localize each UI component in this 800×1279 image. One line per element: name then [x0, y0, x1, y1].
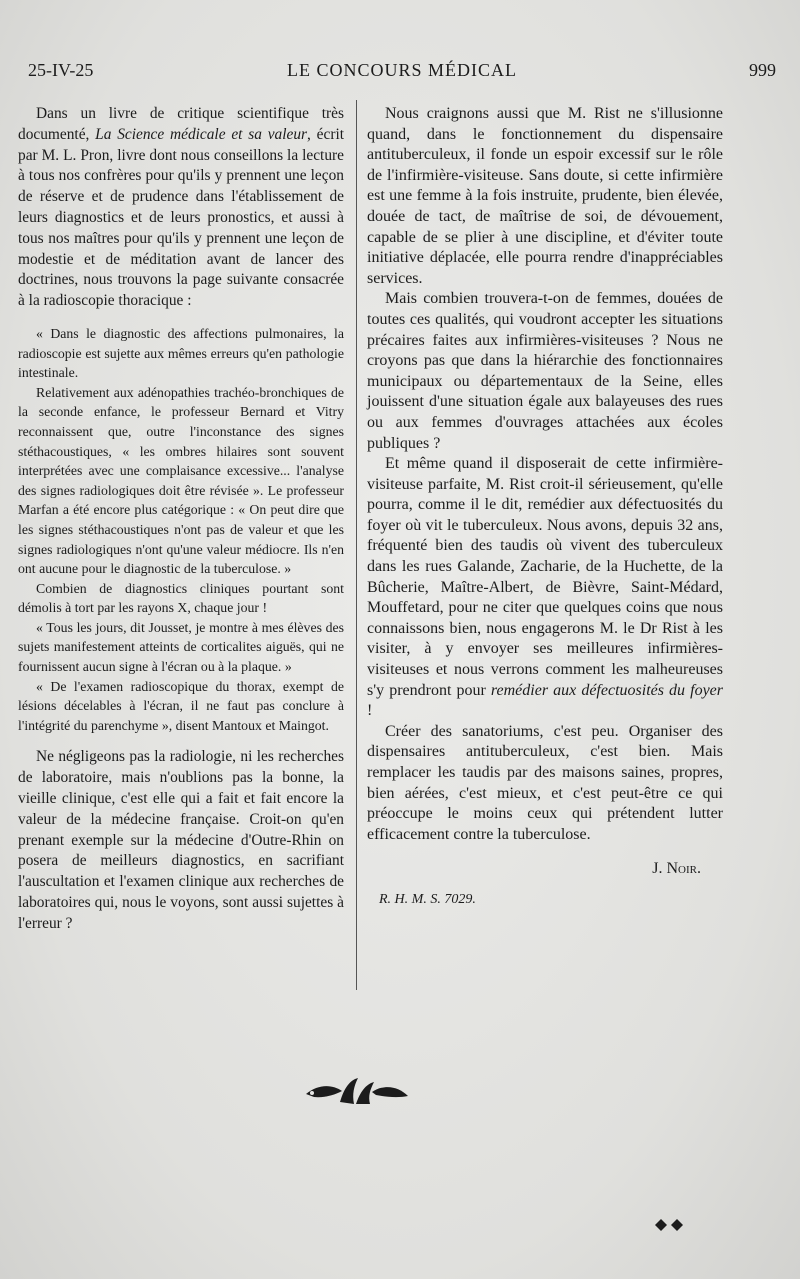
quote-paragraph: « Tous les jours, dit Jousset, je montre à mes élèves des sujets manifestement atteints de corticalites aiguës, qui ne fournissent aucun signe à l'écran ou à la plaque. » [18, 619, 344, 675]
page-mark-icon [654, 1218, 686, 1232]
right-column [367, 104, 723, 911]
fleuron-ornament-icon [302, 1074, 412, 1108]
quote-paragraph: « Dans le diagnostic des affections pulmonaires, la radioscopie est sujette aux mêmes erreurs qu'en pathologie intestinale. [18, 325, 344, 381]
author-signature: J. Noir. [652, 860, 701, 878]
body-paragraph: Nous craignons aussi que M. Rist ne s'illusionne quand, dans le fonctionnement du dispensaire antituberculeux, il fonde un espoir excessif sur le rôle de l'infirmière-visiteuse. Sans doute, si cette infirmière est une femme à la fois instruite, prudente, bien élevée, douée de tact, de maîtrise de soi, de dévouement, capable de se plier à une discipline, et d'éviter toute initiative déplacée, elle pourra rendre d'inappréciables services. [367, 105, 723, 287]
body-paragraph: Créer des sanatoriums, c'est peu. Organiser des dispensaires antituberculeux, c'est bien. Mais remplacer les taudis par des maisons saines, propres, bien aérées, c'est mieux, et c'est peut-être ce qui préoccupe le moins ceux qui prétendent lutter efficacement contre la tuberculose. [367, 722, 723, 843]
quote-paragraph: « De l'examen radioscopique du thorax, exempt de lésions décelables à l'écran, il ne faut pas conclure à l'intégrité du parenchyme », disent Mantoux et Maingot. [18, 678, 344, 733]
reference-number: R. H. M. S. 7029. [379, 891, 476, 907]
journal-title: LE CONCOURS MÉDICAL [286, 60, 517, 80]
column-divider [356, 100, 357, 990]
body-paragraph: Et même quand il disposerait de cette infirmière-visiteuse parfaite, M. Rist croit-il sérieusement, qu'elle pourra, comme il le dit, remédier aux défectuosités du foyer où vit le tuberculeux. Nous avons, depuis 32 ans, fréquenté bien des taudis où vivent des tuberculeux dans les rues Galande, Zacharie, de la Huchette, de la Bûcherie, Maître-Albert, de Bièvre, Saint-Médard, Mouffetard, pour ne citer que quelques coins que nous connaissons bien, nous engagerons M. le Dr Rist à les visiter, à y envoyer ses meilleures infirmières-visiteuses et nous verrons comment les malheureuses s'y prendront pour remédier aux défectuosités du foyer ! [367, 455, 724, 720]
intro-paragraph: Dans un livre de critique scientifique très documenté, La Science médicale et sa valeur, écrit par M. L. Pron, livre dont nous conseillons la lecture à tous nos confrères pour qu'ils y prennent une leçon de réserve et de prudence dans l'établissement de leurs diagnostics et de leurs pronostics, et aussi à tous nos maîtres pour qu'ils y prennent une leçon de modestie et de méditation avant de lancer des doctrines, nous trouvons la page suivante consacrée à la radioscopie thoracique : [18, 105, 344, 310]
emphasis-text: remédier aux défectuosités du foyer [490, 681, 724, 699]
page-number: 999 [749, 60, 776, 80]
issue-date: 25-IV-25 [28, 60, 94, 80]
quote-paragraph: Combien de diagnostics cliniques pourtant sont démolis à tort par les rayons X, chaque jour ! [18, 580, 344, 616]
book-title: La Science médicale et sa valeur [95, 125, 308, 143]
closing-paragraph: Ne négligeons pas la radiologie, ni les recherches de laboratoire, mais n'oublions pas la bonne, la vieille clinique, c'est elle qui a fait et fait encore la valeur de la médecine française. Croit-on qu'en prenant exemple sur la médecine d'Outre-Rhin on posera de meilleurs diagnostics, en sacrifiant l'auscultation et l'examen clinique aux recherches de laboratoires qui, nous le voyons, sont aussi sujettes à l'erreur ? [18, 748, 344, 932]
left-column [18, 104, 344, 935]
running-header [28, 60, 776, 86]
quote-paragraph: Relativement aux adénopathies trachéo-bronchiques de la seconde enfance, le professeur Bernard et Vitry reconnaissent que, outre l'inconstance des signes stéthacoustiques, « les ombres hilaires sont souvent interprétées avec une complaisance excessive... l'analyse des signes radiologiques doit être révisée ». Le professeur Marfan a été encore plus catégorique : « On peut dire que les signes stéthacoustiques n'ont pas de valeur et que les signes radiologiques n'ont qu'une valeur médiocre. Ils n'en ont aucune pour le diagnostic de la tuberculose. » [18, 384, 344, 577]
body-paragraph: Mais combien trouvera-t-on de femmes, douées de toutes ces qualités, qui voudront accepter les situations précaires faites aux infirmières-visiteuses ? Nous ne croyons pas que dans la hiérarchie des fonctionnaires municipaux ou départementaux de la Seine, elles jouissent d'une situation égale aux balayeuses des rues ou aux femmes d'ouvrages attachées aux écoles publiques ? [367, 290, 723, 452]
